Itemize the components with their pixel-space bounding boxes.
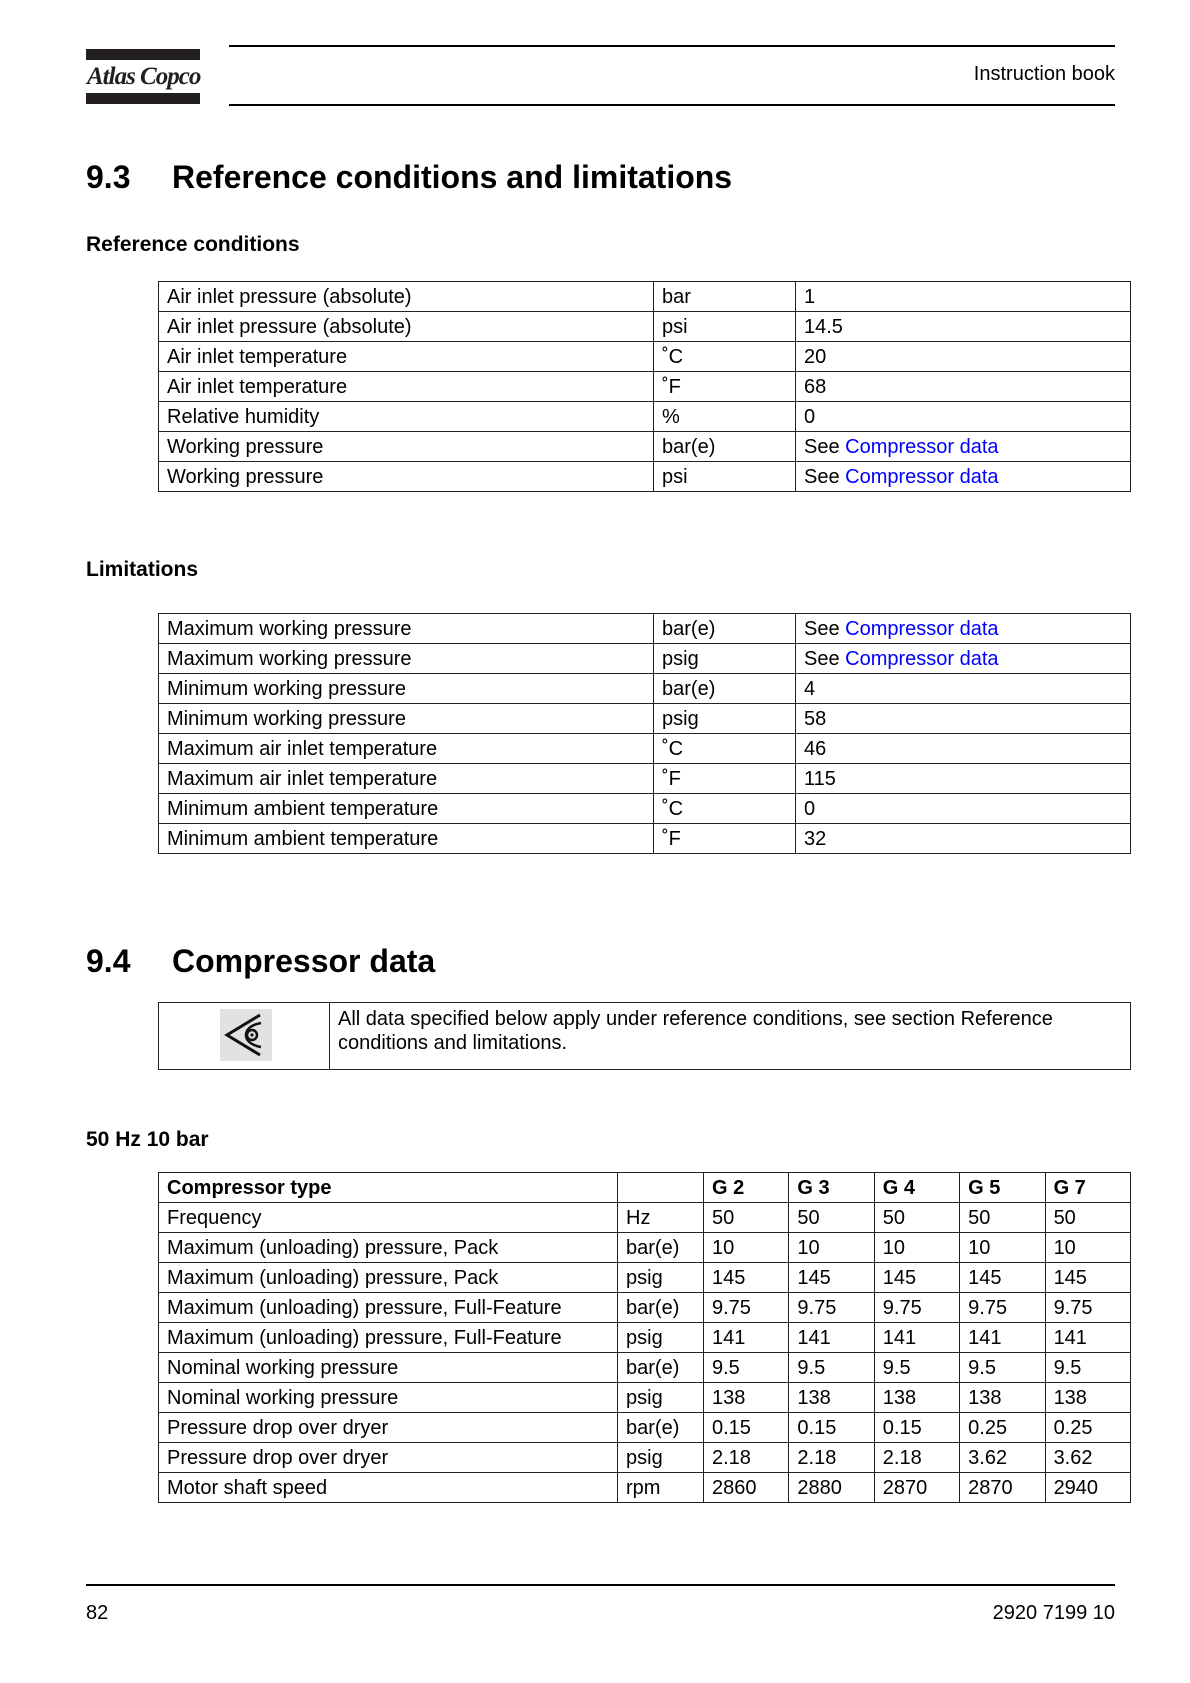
section-number: 9.3: [86, 159, 131, 195]
model-header-cell: G 2: [704, 1173, 789, 1203]
table-row: [159, 1323, 1131, 1353]
unit-cell: bar(e): [654, 614, 796, 644]
unit-cell: bar(e): [654, 674, 796, 704]
table-row: [159, 312, 1131, 342]
header-unit-cell: [618, 1173, 704, 1203]
parameter-cell: Minimum ambient temperature: [159, 794, 654, 824]
unit-cell: psig: [618, 1323, 704, 1353]
parameter-cell: Maximum air inlet temperature: [159, 764, 654, 794]
section-heading-9-3: [86, 157, 732, 197]
value-prefix: See: [804, 617, 846, 640]
value-cell: 9.75: [1045, 1293, 1130, 1323]
parameter-cell: Working pressure: [159, 462, 654, 492]
value-cell: [796, 462, 1131, 492]
table-row: [159, 704, 1131, 734]
value-cell: 9.5: [789, 1353, 874, 1383]
footer-rule: [86, 1584, 1115, 1586]
value-cell: 50: [789, 1203, 874, 1233]
table-row: [159, 644, 1131, 674]
value-cell: 2860: [704, 1473, 789, 1503]
table-row: [159, 794, 1131, 824]
header-rule-bottom: [229, 104, 1115, 106]
value-cell: 0.15: [874, 1413, 959, 1443]
parameter-cell: Minimum working pressure: [159, 704, 654, 734]
table-row: [159, 342, 1131, 372]
logo-bottom-bar: [86, 93, 200, 104]
header-rule-top: [229, 45, 1115, 47]
unit-cell: rpm: [618, 1473, 704, 1503]
table-row: [159, 1203, 1131, 1233]
table-row: [159, 614, 1131, 644]
table-row: [159, 734, 1131, 764]
value-prefix: See: [804, 465, 846, 488]
parameter-cell: Nominal working pressure: [159, 1383, 618, 1413]
value-cell: 2940: [1045, 1473, 1130, 1503]
value-cell: 0.25: [1045, 1413, 1130, 1443]
logo-top-bar: [86, 49, 200, 60]
value-cell: 145: [960, 1263, 1045, 1293]
unit-cell: psi: [654, 462, 796, 492]
limitations-heading: Limitations: [86, 558, 199, 581]
note-text: All data specified below apply under reference conditions, see section Reference conditions and limitations.: [338, 1008, 1053, 1054]
logo-wordmark: Atlas Copco: [87, 63, 201, 90]
table-row: [159, 1233, 1131, 1263]
value-cell: 9.5: [874, 1353, 959, 1383]
table-row: [159, 1293, 1131, 1323]
table-row: [159, 462, 1131, 492]
value-prefix: See: [804, 647, 846, 670]
table-row: [159, 824, 1131, 854]
parameter-cell: Minimum working pressure: [159, 674, 654, 704]
value-cell: 3.62: [1045, 1443, 1130, 1473]
value-cell: 141: [874, 1323, 959, 1353]
value-cell: 145: [874, 1263, 959, 1293]
table-row: [159, 1263, 1131, 1293]
parameter-cell: Maximum air inlet temperature: [159, 734, 654, 764]
reference-conditions-table: [158, 281, 1131, 492]
unit-cell: ˚C: [654, 794, 796, 824]
unit-cell: bar: [654, 282, 796, 312]
unit-cell: ˚C: [654, 342, 796, 372]
value-cell: 138: [789, 1383, 874, 1413]
note-icon-cell: [159, 1003, 330, 1069]
value-cell: 9.5: [1045, 1353, 1130, 1383]
value-cell: 2870: [874, 1473, 959, 1503]
compressor-data-link[interactable]: Compressor data: [845, 465, 999, 488]
value-cell: 115: [796, 764, 1131, 794]
parameter-cell: Air inlet pressure (absolute): [159, 312, 654, 342]
value-cell: 2880: [789, 1473, 874, 1503]
parameter-cell: Maximum (unloading) pressure, Pack: [159, 1263, 618, 1293]
section-number: 9.4: [86, 943, 131, 979]
parameter-cell: Maximum working pressure: [159, 614, 654, 644]
unit-cell: psig: [618, 1263, 704, 1293]
unit-cell: ˚F: [654, 764, 796, 794]
value-cell: 68: [796, 372, 1131, 402]
table-row: [159, 1473, 1131, 1503]
unit-cell: bar(e): [618, 1293, 704, 1323]
parameter-cell: Air inlet temperature: [159, 342, 654, 372]
unit-cell: bar(e): [654, 432, 796, 462]
table-row: [159, 1353, 1131, 1383]
value-cell: [796, 432, 1131, 462]
value-cell: 145: [704, 1263, 789, 1293]
value-cell: 9.75: [704, 1293, 789, 1323]
value-cell: 141: [789, 1323, 874, 1353]
value-cell: 141: [1045, 1323, 1130, 1353]
value-cell: 2.18: [874, 1443, 959, 1473]
parameter-cell: Nominal working pressure: [159, 1353, 618, 1383]
table-row: [159, 372, 1131, 402]
value-cell: 10: [1045, 1233, 1130, 1263]
eye-icon: [220, 1009, 272, 1061]
value-prefix: See: [804, 435, 846, 458]
parameter-cell: Maximum (unloading) pressure, Full-Feature: [159, 1293, 618, 1323]
unit-cell: psi: [654, 312, 796, 342]
table-row: [159, 402, 1131, 432]
value-cell: 141: [704, 1323, 789, 1353]
value-cell: 46: [796, 734, 1131, 764]
parameter-cell: Minimum ambient temperature: [159, 824, 654, 854]
parameter-cell: Pressure drop over dryer: [159, 1443, 618, 1473]
value-cell: 138: [704, 1383, 789, 1413]
value-cell: 9.5: [704, 1353, 789, 1383]
value-cell: 145: [789, 1263, 874, 1293]
value-cell: 58: [796, 704, 1131, 734]
unit-cell: psig: [654, 704, 796, 734]
model-header-cell: G 3: [789, 1173, 874, 1203]
value-cell: 145: [1045, 1263, 1130, 1293]
parameter-cell: Pressure drop over dryer: [159, 1413, 618, 1443]
section-title: Compressor data: [172, 943, 436, 979]
parameter-cell: Relative humidity: [159, 402, 654, 432]
unit-cell: %: [654, 402, 796, 432]
unit-cell: psig: [654, 644, 796, 674]
value-cell: 50: [960, 1203, 1045, 1233]
parameter-cell: Maximum (unloading) pressure, Full-Feature: [159, 1323, 618, 1353]
value-cell: 10: [789, 1233, 874, 1263]
value-cell: 138: [1045, 1383, 1130, 1413]
section-heading-9-4: [86, 941, 435, 981]
value-cell: 2.18: [704, 1443, 789, 1473]
parameter-cell: Air inlet pressure (absolute): [159, 282, 654, 312]
value-cell: 9.75: [960, 1293, 1045, 1323]
value-cell: 3.62: [960, 1443, 1045, 1473]
value-cell: 50: [704, 1203, 789, 1233]
parameter-cell: Air inlet temperature: [159, 372, 654, 402]
reference-conditions-heading: Reference conditions: [86, 233, 300, 256]
header-title: Instruction book: [973, 63, 1115, 85]
value-cell: 9.75: [789, 1293, 874, 1323]
unit-cell: Hz: [618, 1203, 704, 1233]
limitations-table: [158, 613, 1131, 854]
table-row: [159, 1383, 1131, 1413]
value-cell: 50: [1045, 1203, 1130, 1233]
table-50hz-heading: 50 Hz 10 bar: [86, 1128, 209, 1151]
table-row: [159, 432, 1131, 462]
table-row: [159, 1443, 1131, 1473]
value-cell: 141: [960, 1323, 1045, 1353]
compressor-data-link[interactable]: Compressor data: [845, 617, 999, 640]
unit-cell: psig: [618, 1383, 704, 1413]
value-cell: 50: [874, 1203, 959, 1233]
unit-cell: ˚F: [654, 824, 796, 854]
parameter-cell: Motor shaft speed: [159, 1473, 618, 1503]
model-header-cell: G 4: [874, 1173, 959, 1203]
compressor-data-table: [158, 1172, 1131, 1503]
value-cell: 10: [960, 1233, 1045, 1263]
header-parameter-cell: Compressor type: [159, 1173, 618, 1203]
parameter-cell: Maximum (unloading) pressure, Pack: [159, 1233, 618, 1263]
value-cell: 2.18: [789, 1443, 874, 1473]
table-row: [159, 1413, 1131, 1443]
compressor-data-link[interactable]: Compressor data: [845, 435, 999, 458]
value-cell: 2870: [960, 1473, 1045, 1503]
value-cell: 138: [874, 1383, 959, 1413]
value-cell: 0.15: [789, 1413, 874, 1443]
document-number: 2920 7199 10: [992, 1602, 1115, 1624]
value-cell: 0: [796, 794, 1131, 824]
value-cell: 138: [960, 1383, 1045, 1413]
value-cell: 0.15: [704, 1413, 789, 1443]
model-header-cell: G 7: [1045, 1173, 1130, 1203]
page-number: 82: [86, 1602, 109, 1624]
table-header-row: [159, 1173, 1131, 1203]
unit-cell: psig: [618, 1443, 704, 1473]
unit-cell: bar(e): [618, 1353, 704, 1383]
value-cell: 9.75: [874, 1293, 959, 1323]
value-cell: 20: [796, 342, 1131, 372]
value-cell: 14.5: [796, 312, 1131, 342]
value-cell: 10: [874, 1233, 959, 1263]
value-cell: 32: [796, 824, 1131, 854]
value-cell: [796, 614, 1131, 644]
parameter-cell: Working pressure: [159, 432, 654, 462]
parameter-cell: Maximum working pressure: [159, 644, 654, 674]
note-box: [158, 1002, 1131, 1070]
value-cell: 4: [796, 674, 1131, 704]
unit-cell: ˚C: [654, 734, 796, 764]
table-row: [159, 674, 1131, 704]
value-cell: 9.5: [960, 1353, 1045, 1383]
unit-cell: bar(e): [618, 1413, 704, 1443]
unit-cell: bar(e): [618, 1233, 704, 1263]
model-header-cell: G 5: [960, 1173, 1045, 1203]
table-row: [159, 764, 1131, 794]
atlas-copco-logo: [86, 49, 200, 104]
section-title: Reference conditions and limitations: [172, 159, 733, 195]
value-cell: 1: [796, 282, 1131, 312]
value-cell: 0: [796, 402, 1131, 432]
parameter-cell: Frequency: [159, 1203, 618, 1233]
value-cell: 0.25: [960, 1413, 1045, 1443]
unit-cell: ˚F: [654, 372, 796, 402]
value-cell: 10: [704, 1233, 789, 1263]
table-row: [159, 282, 1131, 312]
compressor-data-link[interactable]: Compressor data: [845, 647, 999, 670]
value-cell: [796, 644, 1131, 674]
